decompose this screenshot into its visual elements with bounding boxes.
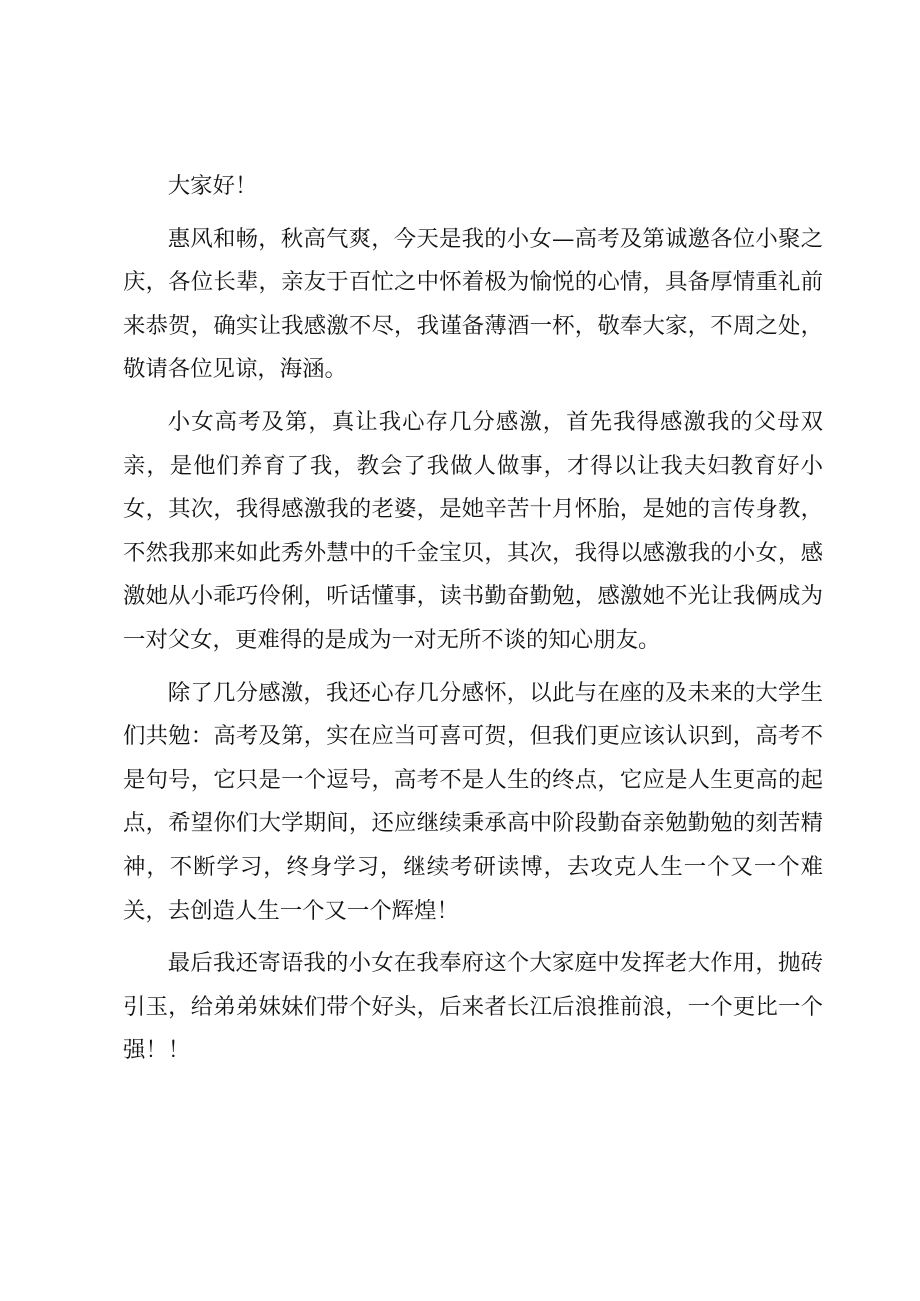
paragraph-opening: 惠风和畅，秋高气爽，今天是我的小女—高考及第诚邀各位小聚之庆，各位长辈，亲友于百忙之中怀着极为愉悦的心情，具备厚情重礼前来恭贺，确实让我感激不尽，我谨备薄酒一杯，敬奉大家，不周之处，敬请各位见谅，海涵。 bbox=[123, 225, 823, 383]
greeting-line: 大家好！ bbox=[167, 173, 258, 199]
paragraph-closing: 最后我还寄语我的小女在我奉府这个大家庭中发挥老大作用，抛砖引玉，给弟弟妹妹们带个好头，后来者长江后浪推前浪，一个更比一个强！！ bbox=[123, 950, 823, 1064]
paragraph-encouragement: 除了几分感激，我还心存几分感怀，以此与在座的及未来的大学生们共勉：高考及第，实在应当可喜可贺，但我们更应该认识到，高考不是句号，它只是一个逗号，高考不是人生的终点，它应是人生更高的起点，希望你们大学期间，还应继续秉承高中阶段勤奋亲勉勤勉的刻苦精神，不断学习，终身学习，继续考研读博，去攻克人生一个又一个难关，去创造人生一个又一个辉煌！ bbox=[123, 679, 823, 924]
document-body bbox=[123, 165, 823, 1073]
paragraph-gratitude: 小女高考及第，真让我心存几分感激，首先我得感激我的父母双亲，是他们养育了我，教会了我做人做事，才得以让我夫妇教育好小女，其次，我得感激我的老婆，是她辛苦十月怀胎，是她的言传身教，不然我那来如此秀外慧中的千金宝贝，其次，我得以感激我的小女，感激她从小乖巧伶俐，听话懂事，读书勤奋勤勉，感激她不光让我俩成为一对父女，更难得的是成为一对无所不谈的知心朋友。 bbox=[123, 408, 823, 653]
